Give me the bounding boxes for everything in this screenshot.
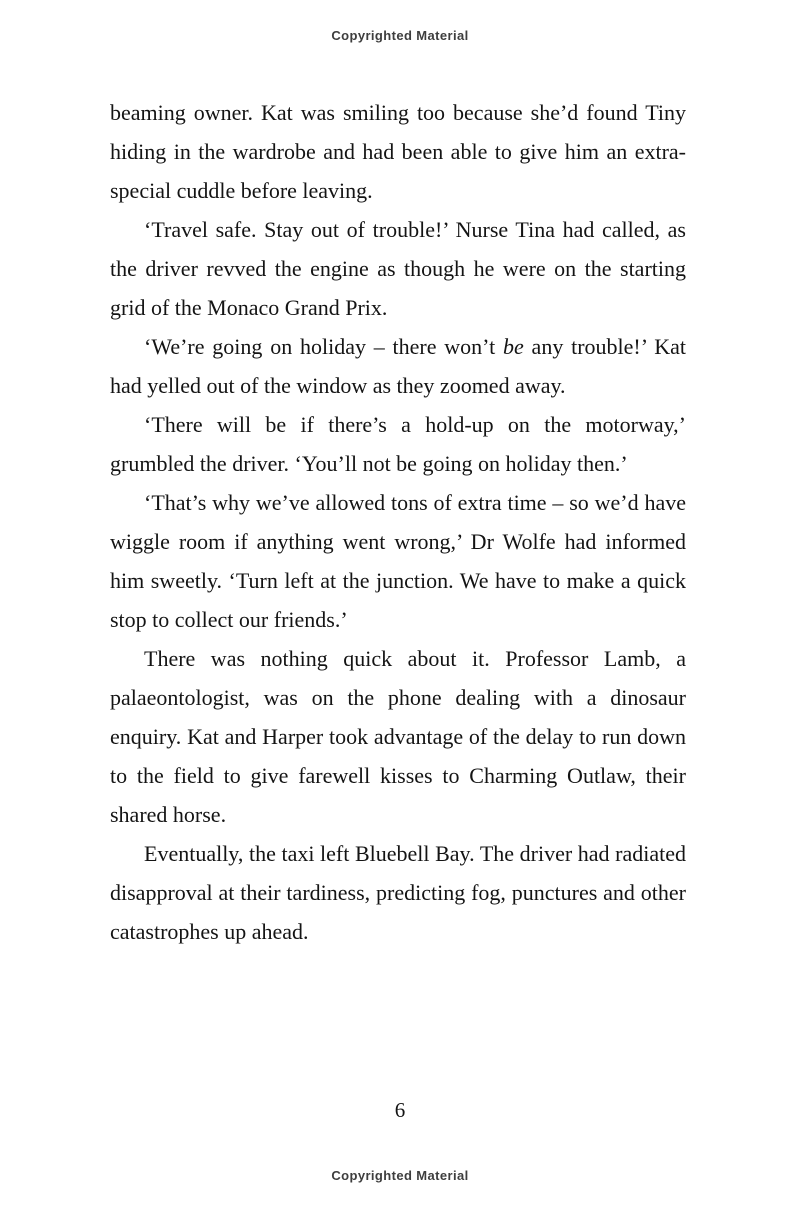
copyright-notice-top: Copyrighted Material (331, 28, 469, 43)
text-segment: ‘That’s why we’ve allowed tons of extra time – so we’d have wiggle room if anything went wrong,’ Dr Wolfe had informed him sweetly. ‘Turn left at the junction. We have to make a quick stop to collect our friends.’ (110, 490, 686, 632)
text-segment: beaming owner. Kat was smiling too because she’d found Tiny hiding in the wardrobe and had been able to give him an extra-special cuddle before leaving. (110, 100, 686, 203)
page-number: 6 (394, 1098, 406, 1122)
paragraph (110, 327, 686, 405)
copyright-notice-bottom: Copyrighted Material (331, 1168, 469, 1183)
text-segment: There was nothing quick about it. Professor Lamb, a palaeontologist, was on the phone dealing with a dinosaur enquiry. Kat and Harper took advantage of the delay to run down to the field to give farewell kisses to Charming Outlaw, their shared horse. (110, 646, 686, 827)
paragraph (110, 93, 686, 210)
paragraph (110, 639, 686, 834)
paragraph (110, 210, 686, 327)
paragraph (110, 405, 686, 483)
paragraph (110, 834, 686, 951)
text-segment: ‘There will be if there’s a hold-up on the motorway,’ grumbled the driver. ‘You’ll not be going on holiday then.’ (110, 412, 686, 476)
text-segment: ‘Travel safe. Stay out of trouble!’ Nurse Tina had called, as the driver revved the engine as though he were on the starting grid of the Monaco Grand Prix. (110, 217, 686, 320)
text-segment: any trouble!’ Kat had yelled out of the window as they zoomed away. (110, 334, 686, 398)
text-segment: be (503, 334, 524, 359)
paragraph (110, 483, 686, 639)
text-segment: ‘We’re going on holiday – there won’t (144, 334, 503, 359)
body-text (110, 93, 686, 951)
text-segment: Eventually, the taxi left Bluebell Bay. The driver had radiated disapproval at their tardiness, predicting fog, punctures and other catastrophes up ahead. (110, 841, 686, 944)
